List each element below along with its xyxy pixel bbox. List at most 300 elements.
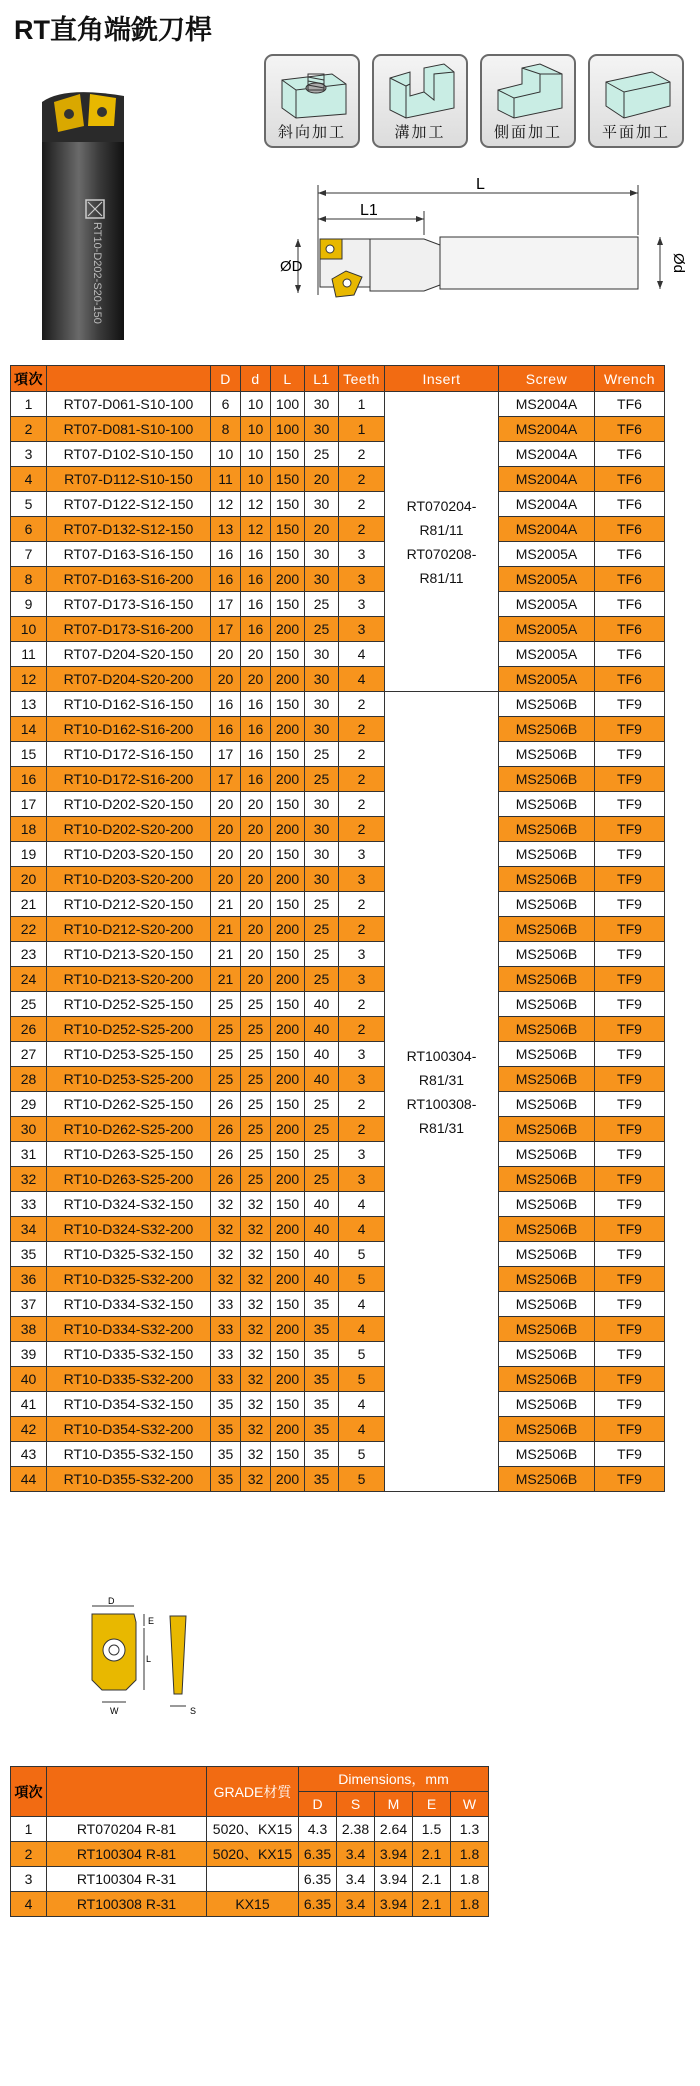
cell-S: 3.4 <box>337 1842 375 1867</box>
col-header-d: d <box>241 366 271 392</box>
table-header-row <box>11 366 665 392</box>
cell-L: 150 <box>271 792 305 817</box>
cell-L1: 25 <box>305 1142 339 1167</box>
cell-L1: 40 <box>305 1267 339 1292</box>
cell-L: 150 <box>271 1292 305 1317</box>
insert-label-S: S <box>190 1706 197 1716</box>
cell-item-no: 2 <box>11 417 47 442</box>
cell-model: RT10-D252-S25-150 <box>47 992 211 1017</box>
cell-L1: 30 <box>305 792 339 817</box>
cell-teeth: 4 <box>339 667 385 692</box>
cell-wrench: TF9 <box>595 942 665 967</box>
dim-label-L: L <box>476 176 485 193</box>
cell-L1: 25 <box>305 767 339 792</box>
cell-D: 13 <box>211 517 241 542</box>
cell-item-no: 29 <box>11 1092 47 1117</box>
cell-model: RT10-D334-S32-200 <box>47 1317 211 1342</box>
cell-screw: MS2005A <box>499 567 595 592</box>
cell-L: 150 <box>271 692 305 717</box>
cell-item-no: 38 <box>11 1317 47 1342</box>
insert-line: RT070208- <box>406 545 477 562</box>
cell-teeth: 3 <box>339 617 385 642</box>
cell-item-no: 40 <box>11 1367 47 1392</box>
insert-spec-body <box>11 1817 489 1917</box>
cell-d: 32 <box>241 1392 271 1417</box>
cell-screw: MS2004A <box>499 467 595 492</box>
cell-item-no: 36 <box>11 1267 47 1292</box>
cell-item-no: 8 <box>11 567 47 592</box>
cell-L: 200 <box>271 1067 305 1092</box>
cell-D: 32 <box>211 1192 241 1217</box>
cell-L1: 25 <box>305 1167 339 1192</box>
cell-d: 32 <box>241 1367 271 1392</box>
cell-L1: 35 <box>305 1442 339 1467</box>
cell-teeth: 5 <box>339 1442 385 1467</box>
cell-model: RT10-D335-S32-150 <box>47 1342 211 1367</box>
table-row <box>11 1217 665 1242</box>
cell-wrench: TF9 <box>595 917 665 942</box>
cell-model: RT10-D325-S32-200 <box>47 1267 211 1292</box>
cell-model: RT10-D213-S20-200 <box>47 967 211 992</box>
cell-d: 25 <box>241 1017 271 1042</box>
page-title: RT直角端銑刀桿 <box>14 15 212 45</box>
table-row <box>11 1117 665 1142</box>
cell-wrench: TF9 <box>595 792 665 817</box>
cell-screw: MS2506B <box>499 1142 595 1167</box>
insert-spec-table <box>10 1766 489 1917</box>
cell-model: RT100308 R-31 <box>47 1892 207 1917</box>
cell-teeth: 4 <box>339 1292 385 1317</box>
cell-teeth: 2 <box>339 742 385 767</box>
col-header-no: 項次 <box>11 366 47 392</box>
cell-item-no: 2 <box>11 1842 47 1867</box>
table-row <box>11 442 665 467</box>
cell-D: 26 <box>211 1167 241 1192</box>
cell-item-no: 4 <box>11 467 47 492</box>
cell-wrench: TF9 <box>595 717 665 742</box>
cell-D: 20 <box>211 817 241 842</box>
cell-d: 32 <box>241 1342 271 1367</box>
cell-model: RT10-D262-S25-200 <box>47 1117 211 1142</box>
cell-model: RT10-D354-S32-200 <box>47 1417 211 1442</box>
cell-teeth: 4 <box>339 642 385 667</box>
insert-col-D: D <box>299 1792 337 1817</box>
cell-M: 3.94 <box>375 1867 413 1892</box>
cell-D: 25 <box>211 1067 241 1092</box>
cell-d: 25 <box>241 1042 271 1067</box>
col-header-L: L <box>271 366 305 392</box>
cell-D: 26 <box>211 1142 241 1167</box>
cell-teeth: 3 <box>339 942 385 967</box>
table-row <box>11 992 665 1017</box>
cell-wrench: TF6 <box>595 642 665 667</box>
cell-wrench: TF9 <box>595 1042 665 1067</box>
cell-L: 200 <box>271 1467 305 1492</box>
cell-D: 6 <box>211 392 241 417</box>
cell-screw: MS2506B <box>499 1392 595 1417</box>
cell-wrench: TF9 <box>595 1167 665 1192</box>
table-row <box>11 1367 665 1392</box>
cell-model: RT070204 R-81 <box>47 1817 207 1842</box>
cell-item-no: 4 <box>11 1892 47 1917</box>
cell-D: 33 <box>211 1342 241 1367</box>
cell-L: 200 <box>271 1267 305 1292</box>
table-row <box>11 1142 665 1167</box>
insert-label-W: W <box>110 1706 119 1716</box>
cell-L: 150 <box>271 517 305 542</box>
cell-L: 200 <box>271 617 305 642</box>
cell-d: 32 <box>241 1217 271 1242</box>
cell-L1: 30 <box>305 642 339 667</box>
insert-line: R81/31 <box>418 1119 465 1136</box>
cell-L: 100 <box>271 417 305 442</box>
cell-L: 200 <box>271 867 305 892</box>
cell-D: 20 <box>211 642 241 667</box>
table-row <box>11 917 665 942</box>
cell-model: RT10-D213-S20-150 <box>47 942 211 967</box>
cell-item-no: 39 <box>11 1342 47 1367</box>
cell-d: 32 <box>241 1242 271 1267</box>
cell-item-no: 13 <box>11 692 47 717</box>
cell-d: 32 <box>241 1192 271 1217</box>
cell-L1: 30 <box>305 817 339 842</box>
cell-L1: 30 <box>305 667 339 692</box>
table-row <box>11 1042 665 1067</box>
cell-screw: MS2506B <box>499 967 595 992</box>
cell-teeth: 2 <box>339 692 385 717</box>
cell-item-no: 1 <box>11 392 47 417</box>
cell-wrench: TF9 <box>595 817 665 842</box>
cell-d: 32 <box>241 1292 271 1317</box>
cell-d: 20 <box>241 842 271 867</box>
cell-item-no: 14 <box>11 717 47 742</box>
dim-label-D: ØD <box>280 258 303 275</box>
cell-d: 12 <box>241 492 271 517</box>
cell-D: 17 <box>211 742 241 767</box>
cell-d: 16 <box>241 692 271 717</box>
cell-model: RT07-D173-S16-150 <box>47 592 211 617</box>
cell-D: 35 <box>211 1442 241 1467</box>
table-row <box>11 1092 665 1117</box>
cell-L1: 30 <box>305 867 339 892</box>
cell-L1: 25 <box>305 442 339 467</box>
cell-model: RT10-D172-S16-200 <box>47 767 211 792</box>
cell-model: RT10-D324-S32-150 <box>47 1192 211 1217</box>
cell-L: 150 <box>271 1342 305 1367</box>
cell-d: 32 <box>241 1467 271 1492</box>
cell-screw: MS2005A <box>499 592 595 617</box>
cell-S: 3.4 <box>337 1892 375 1917</box>
cell-model: RT100304 R-31 <box>47 1867 207 1892</box>
cell-item-no: 41 <box>11 1392 47 1417</box>
cell-teeth: 2 <box>339 1017 385 1042</box>
insert-col-W: W <box>451 1792 489 1817</box>
insert-line: RT070204- <box>406 497 477 514</box>
insert-line: R81/11 <box>419 569 464 586</box>
cell-teeth: 2 <box>339 1117 385 1142</box>
cell-screw: MS2004A <box>499 392 595 417</box>
cell-item-no: 18 <box>11 817 47 842</box>
cell-d: 32 <box>241 1417 271 1442</box>
cell-D: 17 <box>211 592 241 617</box>
cell-wrench: TF9 <box>595 1067 665 1092</box>
cell-wrench: TF9 <box>595 842 665 867</box>
cell-D: 16 <box>211 542 241 567</box>
insert-line: R81/31 <box>418 1071 465 1088</box>
cell-teeth: 5 <box>339 1467 385 1492</box>
cell-L: 200 <box>271 567 305 592</box>
dimension-drawing <box>280 175 687 330</box>
cell-item-no: 42 <box>11 1417 47 1442</box>
cell-D: 16 <box>211 567 241 592</box>
cell-L1: 30 <box>305 717 339 742</box>
cell-L: 150 <box>271 892 305 917</box>
cell-model: RT10-D253-S25-150 <box>47 1042 211 1067</box>
col-header-insert: Insert <box>385 366 499 392</box>
cell-L: 200 <box>271 667 305 692</box>
cell-teeth: 1 <box>339 417 385 442</box>
cell-screw: MS2506B <box>499 1092 595 1117</box>
cell-d: 16 <box>241 567 271 592</box>
cell-L1: 40 <box>305 1042 339 1067</box>
cell-d: 20 <box>241 867 271 892</box>
cell-teeth: 2 <box>339 767 385 792</box>
cell-wrench: TF9 <box>595 1192 665 1217</box>
cell-L: 150 <box>271 1392 305 1417</box>
cell-teeth: 2 <box>339 792 385 817</box>
cell-d: 20 <box>241 942 271 967</box>
cell-L: 100 <box>271 392 305 417</box>
cell-wrench: TF9 <box>595 1392 665 1417</box>
cell-d: 20 <box>241 667 271 692</box>
tool-engraving: RT10-D202-S20-150 <box>91 222 103 324</box>
cell-screw: MS2506B <box>499 817 595 842</box>
cell-item-no: 15 <box>11 742 47 767</box>
cell-L1: 35 <box>305 1467 339 1492</box>
cell-item-no: 26 <box>11 1017 47 1042</box>
cell-L: 150 <box>271 1242 305 1267</box>
cell-d: 16 <box>241 592 271 617</box>
cell-L1: 30 <box>305 542 339 567</box>
cell-insert-group <box>385 692 499 1492</box>
cell-D: 20 <box>211 667 241 692</box>
cell-L1: 25 <box>305 942 339 967</box>
cell-L: 200 <box>271 1017 305 1042</box>
cell-d: 25 <box>241 1092 271 1117</box>
cell-wrench: TF9 <box>595 692 665 717</box>
cell-D: 26 <box>211 1092 241 1117</box>
cell-item-no: 10 <box>11 617 47 642</box>
cell-L: 150 <box>271 1442 305 1467</box>
cell-teeth: 4 <box>339 1192 385 1217</box>
cell-item-no: 44 <box>11 1467 47 1492</box>
cell-model: RT07-D081-S10-100 <box>47 417 211 442</box>
insert-label-D: D <box>108 1596 115 1606</box>
cell-d: 25 <box>241 992 271 1017</box>
cell-screw: MS2506B <box>499 942 595 967</box>
cell-item-no: 11 <box>11 642 47 667</box>
cell-item-no: 35 <box>11 1242 47 1267</box>
insert-col-dimensions: Dimensions，mm <box>299 1767 489 1792</box>
table-row <box>11 392 665 417</box>
cell-screw: MS2004A <box>499 492 595 517</box>
cell-D: 32 <box>211 1242 241 1267</box>
cell-L: 200 <box>271 817 305 842</box>
cell-L: 150 <box>271 1092 305 1117</box>
cell-L: 150 <box>271 842 305 867</box>
insert-label-L: L <box>146 1654 152 1664</box>
cell-wrench: TF9 <box>595 1092 665 1117</box>
cell-model: RT07-D163-S16-150 <box>47 542 211 567</box>
cell-M: 3.94 <box>375 1842 413 1867</box>
cell-d: 25 <box>241 1142 271 1167</box>
table-row <box>11 1317 665 1342</box>
table-row <box>11 892 665 917</box>
cell-model: RT10-D212-S20-200 <box>47 917 211 942</box>
cell-L: 200 <box>271 767 305 792</box>
cell-L1: 30 <box>305 692 339 717</box>
cell-model: RT07-D204-S20-200 <box>47 667 211 692</box>
dim-label-L1: L1 <box>360 202 378 219</box>
table-row <box>11 842 665 867</box>
cell-D: 10 <box>211 442 241 467</box>
cell-wrench: TF9 <box>595 767 665 792</box>
cell-teeth: 4 <box>339 1417 385 1442</box>
cell-teeth: 3 <box>339 542 385 567</box>
cell-wrench: TF9 <box>595 1292 665 1317</box>
table-row <box>11 642 665 667</box>
cell-wrench: TF6 <box>595 467 665 492</box>
table-row <box>11 717 665 742</box>
cell-wrench: TF6 <box>595 667 665 692</box>
cell-screw: MS2005A <box>499 642 595 667</box>
cell-teeth: 2 <box>339 892 385 917</box>
cell-teeth: 3 <box>339 1167 385 1192</box>
cell-model: RT10-D162-S16-150 <box>47 692 211 717</box>
cell-teeth: 2 <box>339 467 385 492</box>
cell-item-no: 17 <box>11 792 47 817</box>
cell-teeth: 3 <box>339 967 385 992</box>
cell-item-no: 32 <box>11 1167 47 1192</box>
cell-D: 35 <box>211 1392 241 1417</box>
cell-D: 20 <box>211 842 241 867</box>
cell-d: 10 <box>241 442 271 467</box>
cell-D: 17 <box>211 617 241 642</box>
op-slotting <box>372 54 468 148</box>
cell-item-no: 33 <box>11 1192 47 1217</box>
cell-L1: 25 <box>305 742 339 767</box>
cell-D: 33 <box>211 1367 241 1392</box>
cell-teeth: 3 <box>339 867 385 892</box>
cell-wrench: TF9 <box>595 1267 665 1292</box>
cell-L: 200 <box>271 1217 305 1242</box>
cell-teeth: 3 <box>339 1042 385 1067</box>
cell-grade: 5020、KX15 <box>207 1842 299 1867</box>
insert-drawing <box>82 1598 212 1728</box>
operation-icons <box>264 54 684 148</box>
table-row <box>11 1192 665 1217</box>
cell-item-no: 22 <box>11 917 47 942</box>
table-row <box>11 417 665 442</box>
cell-grade: 5020、KX15 <box>207 1817 299 1842</box>
cell-d: 25 <box>241 1167 271 1192</box>
cell-screw: MS2506B <box>499 692 595 717</box>
cell-item-no: 5 <box>11 492 47 517</box>
cell-d: 16 <box>241 542 271 567</box>
cell-wrench: TF9 <box>595 1217 665 1242</box>
table-row <box>11 942 665 967</box>
cell-screw: MS2506B <box>499 1442 595 1467</box>
cell-L1: 25 <box>305 967 339 992</box>
cell-D: 25 <box>211 1017 241 1042</box>
table-row <box>11 792 665 817</box>
cell-L: 150 <box>271 467 305 492</box>
cell-L1: 30 <box>305 417 339 442</box>
col-header-teeth: Teeth <box>339 366 385 392</box>
op-ramping <box>264 54 360 148</box>
cell-d: 12 <box>241 517 271 542</box>
cell-item-no: 1 <box>11 1817 47 1842</box>
table-row <box>11 517 665 542</box>
op-label: 斜向加工 <box>277 124 346 141</box>
cell-grade <box>207 1867 299 1892</box>
cell-screw: MS2506B <box>499 992 595 1017</box>
cell-wrench: TF9 <box>595 1442 665 1467</box>
cell-L: 150 <box>271 492 305 517</box>
cell-L1: 20 <box>305 517 339 542</box>
cell-model: RT10-D203-S20-200 <box>47 867 211 892</box>
cell-L1: 35 <box>305 1342 339 1367</box>
cell-item-no: 34 <box>11 1217 47 1242</box>
cell-M: 2.64 <box>375 1817 413 1842</box>
cell-wrench: TF9 <box>595 1017 665 1042</box>
side-milling-icon <box>488 60 568 120</box>
cell-wrench: TF9 <box>595 1142 665 1167</box>
cell-L1: 40 <box>305 1192 339 1217</box>
cell-item-no: 7 <box>11 542 47 567</box>
cell-model: RT10-D263-S25-150 <box>47 1142 211 1167</box>
table-row <box>11 967 665 992</box>
cell-D: 17 <box>211 767 241 792</box>
table-row <box>11 592 665 617</box>
cell-W: 1.8 <box>451 1867 489 1892</box>
cell-screw: MS2506B <box>499 1342 595 1367</box>
table-row <box>11 1017 665 1042</box>
cell-teeth: 3 <box>339 567 385 592</box>
table-row <box>11 542 665 567</box>
cell-model: RT07-D204-S20-150 <box>47 642 211 667</box>
cell-teeth: 3 <box>339 1067 385 1092</box>
cell-d: 32 <box>241 1317 271 1342</box>
cell-D: 35 <box>211 1417 241 1442</box>
cell-d: 32 <box>241 1442 271 1467</box>
cell-L: 150 <box>271 592 305 617</box>
cell-teeth: 2 <box>339 817 385 842</box>
cell-L1: 30 <box>305 842 339 867</box>
cell-screw: MS2004A <box>499 417 595 442</box>
cell-d: 20 <box>241 817 271 842</box>
cell-model: RT10-D263-S25-200 <box>47 1167 211 1192</box>
end-mill-holder-photo <box>24 82 144 340</box>
cell-E: 2.1 <box>413 1842 451 1867</box>
cell-teeth: 3 <box>339 1142 385 1167</box>
table-row <box>11 1842 489 1867</box>
cell-screw: MS2506B <box>499 1317 595 1342</box>
cell-screw: MS2506B <box>499 1117 595 1142</box>
cell-L1: 25 <box>305 592 339 617</box>
insert-col-no: 項次 <box>11 1767 47 1817</box>
cell-D: 25 <box>211 992 241 1017</box>
